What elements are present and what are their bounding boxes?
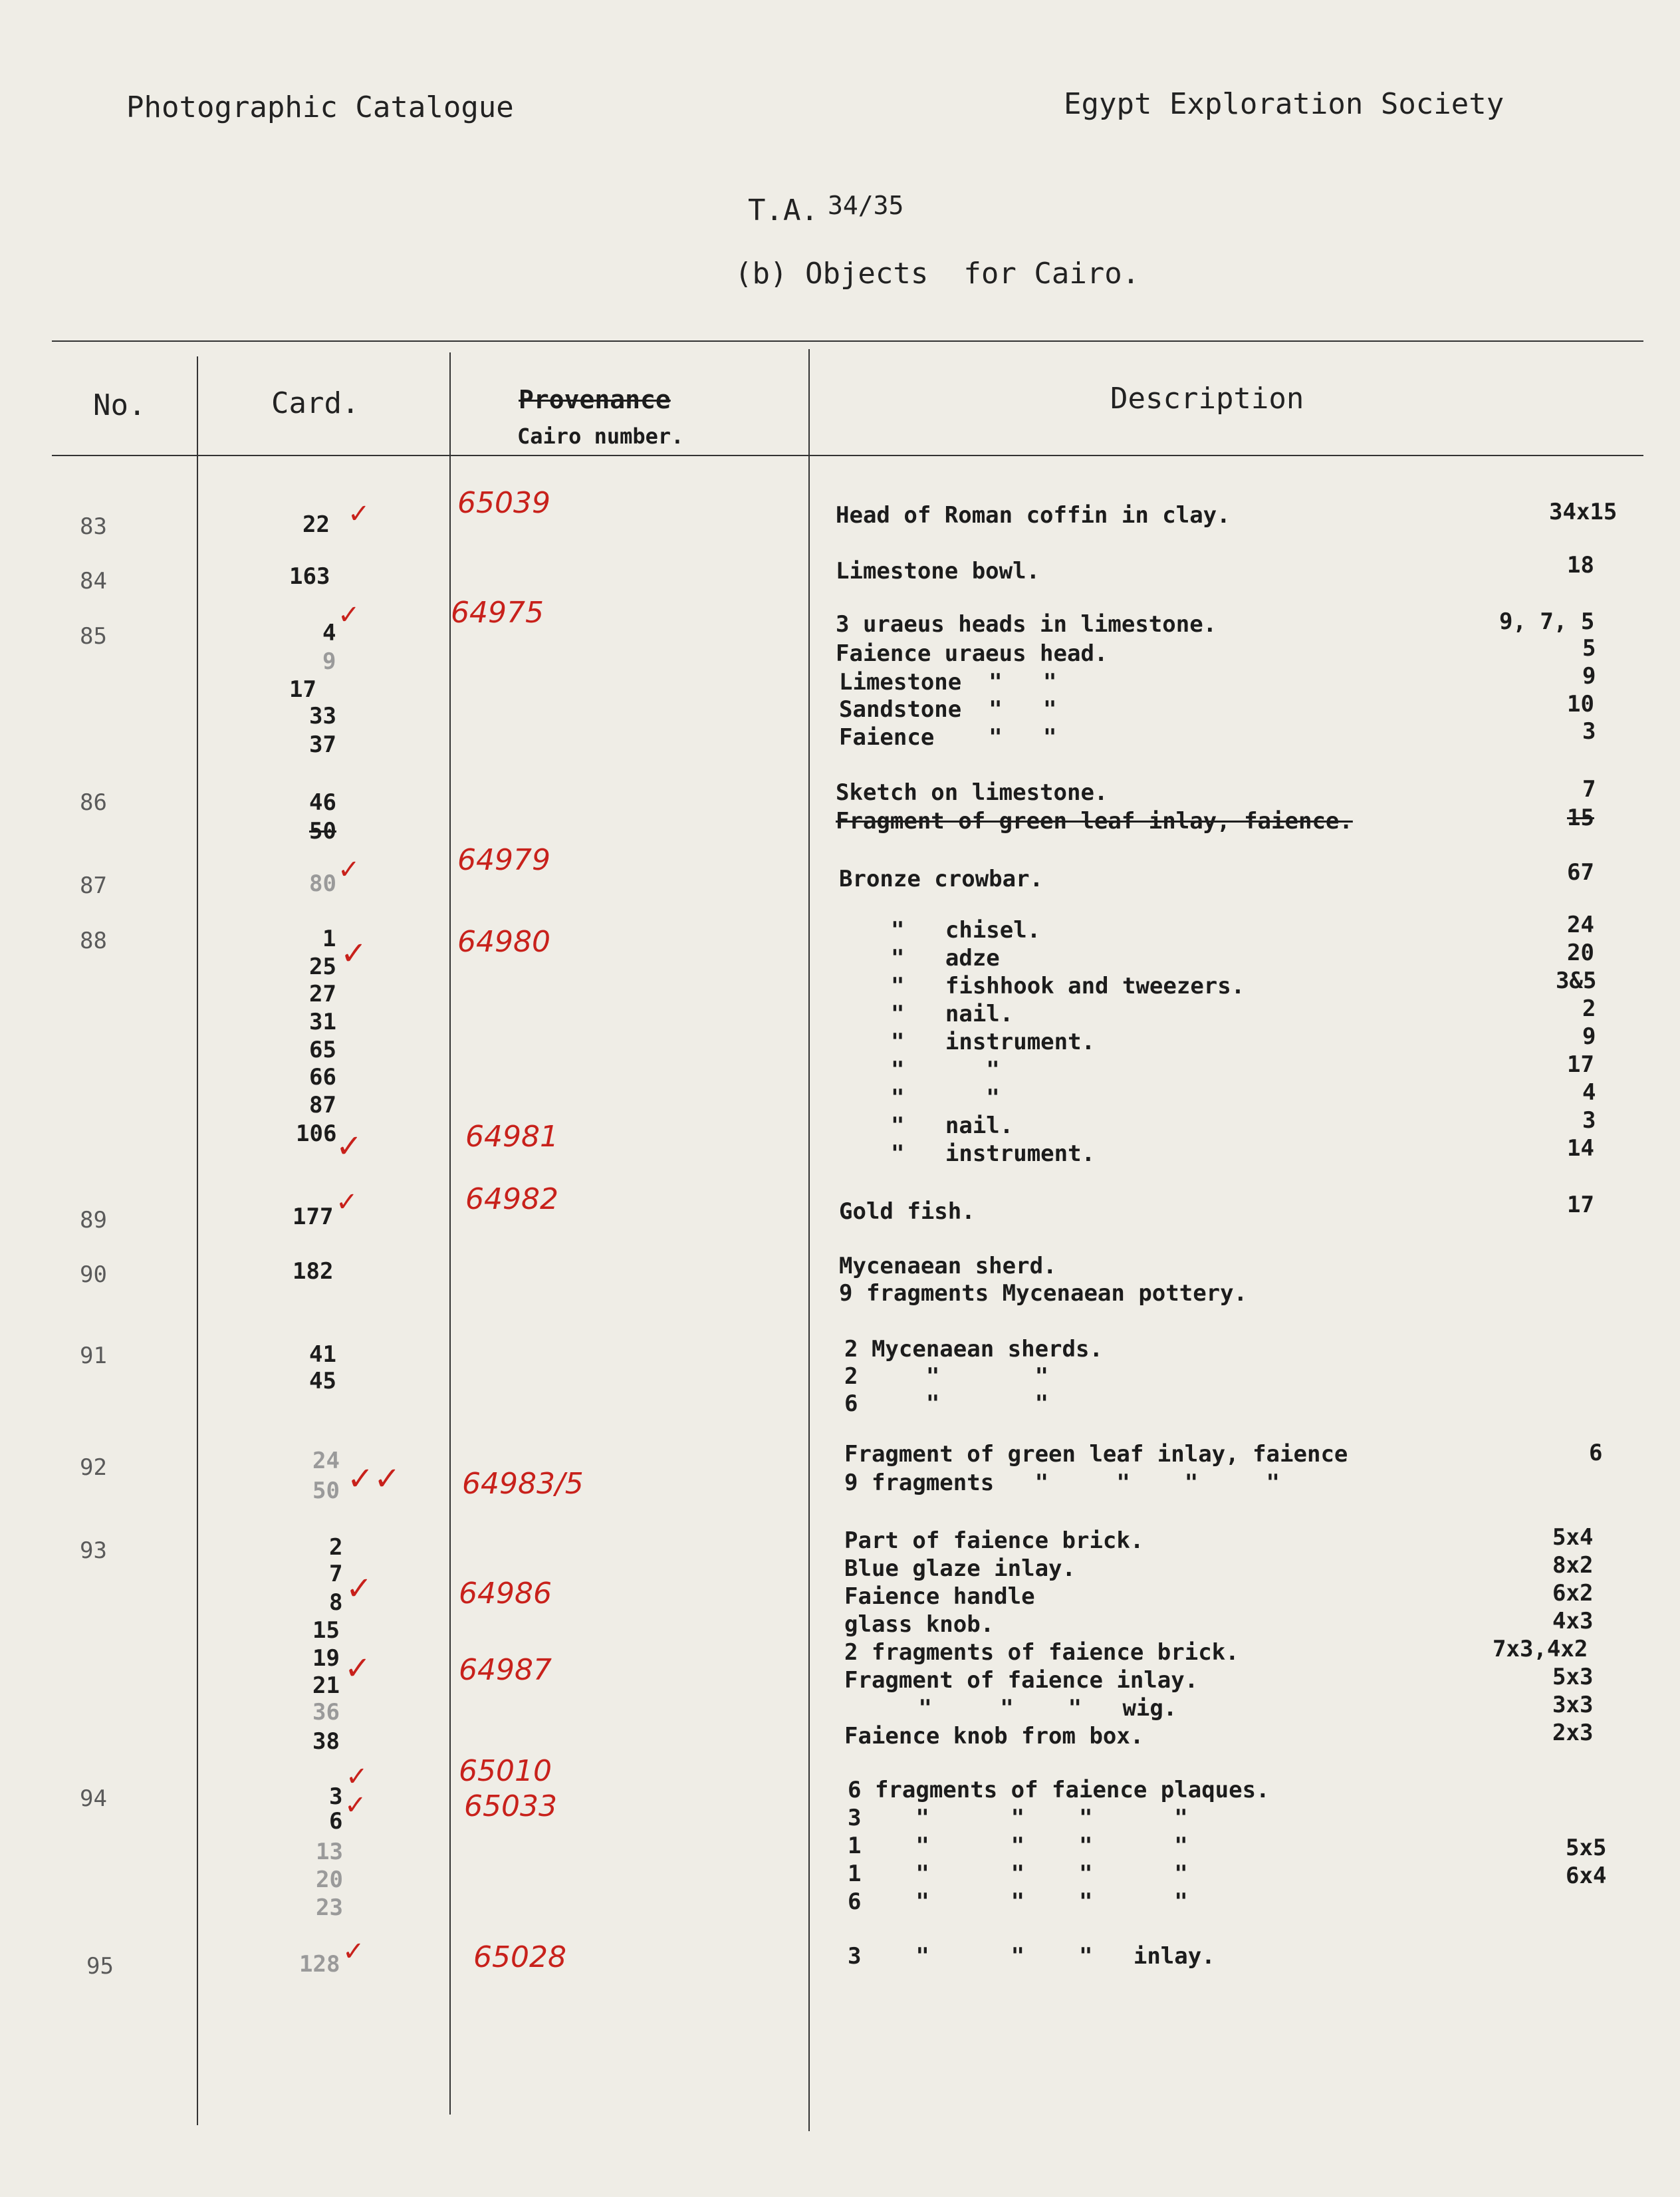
check-mark: ✓	[348, 499, 370, 529]
description-line: " "	[891, 1057, 1000, 1083]
card-number: 50	[309, 818, 336, 844]
dimension: 18	[1567, 552, 1594, 579]
ta-prefix: T.A.	[748, 194, 818, 227]
description-line: Faience " "	[839, 724, 1057, 751]
cairo-number: 65028	[473, 1940, 566, 1974]
description-line: Faience handle	[844, 1583, 1035, 1610]
description-line: 2 " "	[844, 1363, 1049, 1390]
row-number: 92	[80, 1454, 107, 1481]
dimension: 6x2	[1552, 1580, 1594, 1607]
row-number: 91	[80, 1343, 107, 1369]
cairo-number: 64986	[459, 1577, 552, 1611]
description-line: Limestone " "	[839, 669, 1057, 696]
dimension: 7x3,4x2	[1493, 1636, 1588, 1662]
card-number: 163	[289, 563, 330, 590]
description-line: Bronze crowbar.	[839, 866, 1044, 892]
dimension: 4x3	[1552, 1608, 1594, 1634]
description-line: " "	[891, 1085, 1000, 1111]
card-number: 13	[316, 1839, 343, 1865]
description-line: glass knob.	[844, 1611, 995, 1638]
card-number: 50	[312, 1478, 340, 1504]
check-mark: ✓	[346, 1570, 373, 1607]
row-number: 93	[80, 1537, 107, 1564]
dimension: 3&5	[1556, 968, 1597, 994]
description-line: 1 " " " "	[848, 1861, 1188, 1887]
dimension: 2	[1582, 995, 1596, 1022]
dimension: 17	[1567, 1051, 1594, 1078]
dimension: 9, 7, 5	[1499, 608, 1595, 635]
dimension: 14	[1567, 1135, 1594, 1162]
cairo-number: 64975	[451, 596, 544, 630]
description-line: Fragment of green leaf inlay, faience	[844, 1441, 1348, 1468]
column-header-card: Card.	[271, 386, 360, 420]
card-number: 27	[309, 981, 336, 1007]
card-number: 22	[302, 511, 330, 538]
card-number: 1	[322, 926, 336, 952]
card-number: 80	[309, 870, 336, 897]
row-number: 86	[80, 789, 107, 816]
description-line: Gold fish.	[839, 1198, 975, 1225]
dimension: 34x15	[1549, 499, 1618, 525]
society-name: Egypt Exploration Society	[1064, 87, 1504, 121]
check-mark: ✓	[338, 854, 360, 885]
card-number: 87	[309, 1092, 336, 1118]
dimension: 2x3	[1552, 1720, 1594, 1746]
card-number: 19	[312, 1645, 340, 1672]
cairo-number: 65010	[459, 1754, 552, 1788]
description-line: 6 " " " "	[848, 1888, 1188, 1915]
card-number: 25	[309, 954, 336, 980]
description-line: " nail.	[891, 1112, 1014, 1139]
description-line: Fragment of green leaf inlay, faience.	[836, 808, 1353, 835]
card-number: 2	[329, 1534, 343, 1561]
cairo-number: 64980	[457, 925, 550, 959]
dimension: 9	[1582, 1023, 1596, 1050]
description-line: " fishhook and tweezers.	[891, 973, 1245, 999]
check-mark: ✓	[336, 1128, 363, 1165]
description-line: 2 fragments of faience brick.	[844, 1639, 1239, 1666]
card-number: 37	[309, 731, 336, 758]
row-number: 95	[86, 1953, 114, 1980]
cairo-number: 65033	[464, 1789, 557, 1823]
check-mark: ✓	[340, 935, 368, 972]
top-rule	[52, 340, 1643, 342]
description-line: 6 fragments of faience plaques.	[848, 1777, 1270, 1803]
description-line: Sketch on limestone.	[836, 779, 1108, 806]
row-number: 90	[80, 1261, 107, 1288]
card-number: 8	[329, 1589, 343, 1616]
cairo-number: 64981	[465, 1120, 558, 1154]
description-line: " chisel.	[891, 917, 1041, 944]
row-number: 83	[80, 513, 107, 540]
card-number: 21	[312, 1672, 340, 1699]
description-line: 3 uraeus heads in limestone.	[836, 611, 1217, 638]
check-mark: ✓	[344, 1650, 372, 1687]
card-number: 66	[309, 1064, 336, 1091]
description-line: " instrument.	[891, 1140, 1096, 1167]
dimension: 5	[1582, 635, 1596, 662]
card-number: 24	[312, 1448, 340, 1474]
subtitle: (b) Objects for Cairo.	[735, 257, 1140, 291]
description-line: 6 " "	[844, 1390, 1049, 1417]
check-mark: ✓	[344, 1790, 367, 1821]
description-line: " nail.	[891, 1001, 1014, 1027]
dimension: 5x3	[1552, 1664, 1594, 1690]
card-number: 9	[322, 648, 336, 675]
column-divider-no	[197, 356, 198, 2125]
card-number: 17	[289, 676, 316, 703]
card-number: 45	[309, 1368, 336, 1394]
check-mark: ✓	[338, 600, 360, 630]
card-number: 38	[312, 1728, 340, 1755]
row-number: 89	[80, 1207, 107, 1233]
card-number: 31	[309, 1009, 336, 1035]
row-number: 87	[80, 872, 107, 899]
dimension: 5x5	[1566, 1835, 1607, 1861]
description-line: Mycenaean sherd.	[839, 1253, 1057, 1279]
dimension: 24	[1567, 912, 1594, 938]
row-number: 84	[80, 568, 107, 594]
column-header-provenance: Provenance	[519, 385, 671, 414]
dimension: 7	[1582, 776, 1596, 803]
description-line: " " " wig.	[878, 1695, 1177, 1722]
card-number: 7	[329, 1561, 343, 1587]
dimension: 3	[1582, 1107, 1596, 1134]
card-number: 15	[312, 1617, 340, 1644]
card-number: 128	[299, 1951, 340, 1978]
description-line: 3 " " " "	[848, 1805, 1188, 1831]
dimension: 17	[1567, 1192, 1594, 1218]
card-number: 33	[309, 703, 336, 729]
card-number: 3	[329, 1783, 343, 1810]
card-number: 177	[293, 1204, 334, 1230]
card-number: 20	[316, 1867, 343, 1893]
ta-season: 34/35	[828, 191, 904, 220]
column-header-cairo-number: Cairo number.	[517, 424, 684, 449]
description-line: Part of faience brick.	[844, 1527, 1144, 1554]
dimension: 3	[1582, 718, 1596, 745]
card-number: 6	[329, 1808, 343, 1835]
dimension: 5x4	[1552, 1524, 1594, 1551]
card-number: 106	[296, 1120, 337, 1147]
dimension: 6x4	[1566, 1863, 1607, 1889]
dimension: 20	[1567, 940, 1594, 966]
cairo-number: 65039	[457, 486, 550, 520]
description-line: Sandstone " "	[839, 696, 1057, 723]
description-line: Head of Roman coffin in clay.	[836, 502, 1231, 529]
dimension: 6	[1589, 1440, 1603, 1466]
row-number: 94	[80, 1785, 107, 1812]
card-number: 36	[312, 1699, 340, 1726]
dimension: 3x3	[1552, 1692, 1594, 1718]
check-mark: ✓	[342, 1936, 365, 1967]
dimension: 8x2	[1552, 1552, 1594, 1579]
description-line: 2 Mycenaean sherds.	[844, 1336, 1103, 1362]
description-line: " adze	[891, 945, 1000, 971]
description-line: Faience uraeus head.	[836, 640, 1108, 667]
row-number: 85	[80, 623, 107, 650]
dimension: 67	[1567, 859, 1594, 886]
card-number: 46	[309, 789, 336, 816]
header-rule	[52, 455, 1643, 456]
row-number: 88	[80, 928, 107, 954]
description-line: Limestone bowl.	[836, 558, 1040, 584]
check-mark: ✓	[346, 1761, 368, 1792]
dimension: 9	[1582, 663, 1596, 690]
column-header-description: Description	[1110, 382, 1304, 416]
dimension: 10	[1567, 691, 1594, 717]
check-mark: ✓	[336, 1187, 358, 1218]
column-header-no: No.	[93, 388, 146, 422]
cairo-number: 64987	[459, 1653, 552, 1687]
description-line: Fragment of faience inlay.	[844, 1667, 1199, 1694]
description-line: 9 fragments Mycenaean pottery.	[839, 1280, 1248, 1307]
description-line: Blue glaze inlay.	[844, 1555, 1076, 1582]
card-number: 182	[293, 1258, 334, 1285]
description-line: 1 " " " "	[848, 1833, 1188, 1859]
card-number: 4	[322, 620, 336, 646]
catalogue-title: Photographic Catalogue	[126, 90, 514, 124]
cairo-number: 64983/5	[462, 1467, 584, 1501]
description-line: 9 fragments " " " "	[844, 1470, 1280, 1496]
dimension: 4	[1582, 1079, 1596, 1106]
card-number: 41	[309, 1341, 336, 1368]
card-number: 23	[316, 1894, 343, 1921]
column-divider-cairo	[808, 349, 810, 2131]
cairo-number: 64982	[465, 1182, 558, 1216]
double-check-mark: ✓✓	[347, 1460, 401, 1497]
cairo-number: 64979	[457, 843, 550, 877]
description-line: 3 " " " inlay.	[848, 1943, 1215, 1970]
description-line: Faience knob from box.	[844, 1723, 1144, 1749]
description-line: " instrument.	[891, 1029, 1096, 1055]
dimension: 15	[1567, 805, 1594, 831]
card-number: 65	[309, 1037, 336, 1063]
